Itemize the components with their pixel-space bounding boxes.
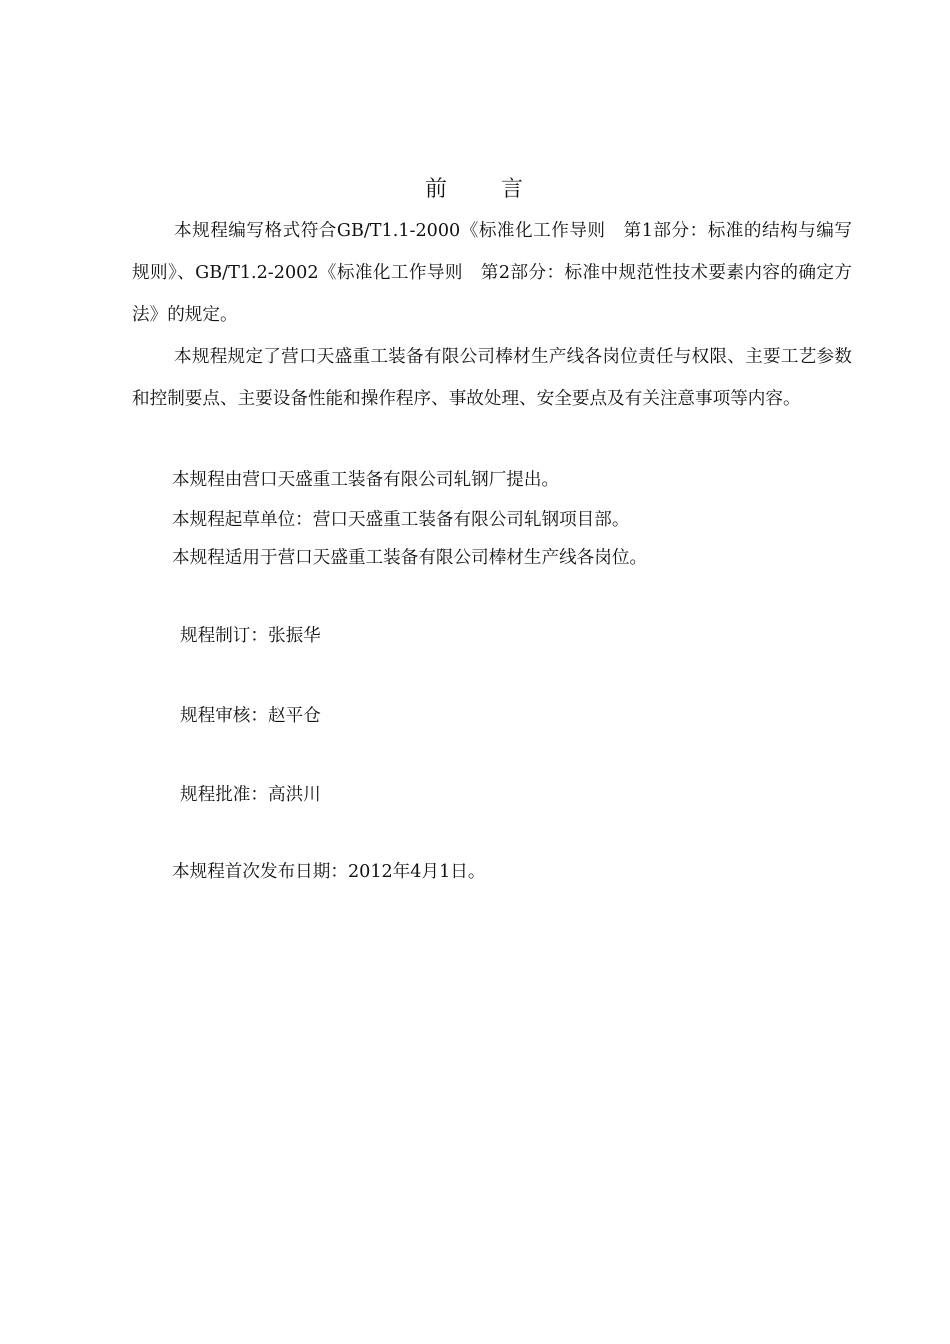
title-char-2: 言 (501, 177, 526, 202)
page-title (0, 172, 950, 208)
title-char-1: 前 (424, 177, 449, 202)
paragraph-format: 本规程编写格式符合GB/T1.1-2000《标准化工作导则 第1部分：标准的结构与编写规则》、GB/T1.2-2002《标准化工作导则 第2部分：标准中规范性技术要素内容的确定方法》的规定。 (132, 221, 852, 325)
approved-by-line: 规程批准：高洪川 (180, 785, 321, 805)
paragraph-content: 本规程规定了营口天盛重工装备有限公司棒材生产线各岗位责任与权限、主要工艺参数和控制要点、主要设备性能和操作程序、事故处理、安全要点及有关注意事项等内容。 (132, 347, 852, 409)
release-date-line: 本规程首次发布日期：2012年4月1日。 (172, 862, 486, 882)
scope-line: 本规程适用于营口天盛重工装备有限公司棒材生产线各岗位。 (172, 548, 648, 568)
proposer-line: 本规程由营口天盛重工装备有限公司轧钢厂提出。 (172, 470, 560, 490)
drafter-line: 本规程起草单位：营口天盛重工装备有限公司轧钢项目部。 (172, 510, 630, 530)
reviewed-by-line: 规程审核：赵平仓 (180, 706, 321, 726)
formulated-by-line: 规程制订：张振华 (180, 626, 321, 646)
